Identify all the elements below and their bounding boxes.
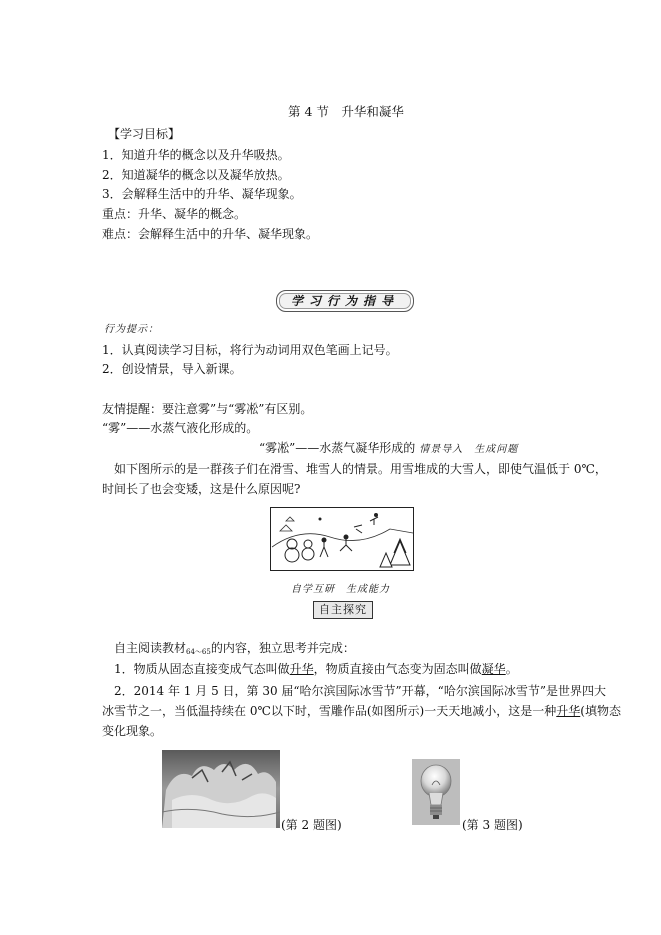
guidance-banner: 学习行为指导 <box>276 290 414 312</box>
question-2-line-3: 变化现象。 <box>102 724 163 738</box>
intro-line-2: 时间长了也会变矮，这是什么原因呢? <box>102 482 301 496</box>
self-study-tag: 自学互研 生成能力 <box>291 584 390 595</box>
light-bulb-photo <box>412 759 460 825</box>
question-1-part-b: ，物质直接由气态变为固态叫做 <box>313 662 482 676</box>
tip-line-2: “雾”——水蒸气液化形成的。 <box>102 421 259 435</box>
reading-instruction <box>114 640 355 660</box>
question-2-line-2a: 冰雪节之一，当低温持续在 0℃以下时，雪雕作品(如图所示)一天天地减小，这是一种 <box>102 704 557 718</box>
self-explore-box: 自主探究 <box>313 601 373 619</box>
reading-prefix: 自主阅读教材 <box>114 641 187 655</box>
page-title: 第 4 节 升华和凝华 <box>288 104 404 119</box>
objectives-heading: 【学习目标】 <box>108 127 181 141</box>
question-1 <box>114 661 518 677</box>
objective-item-3: 3．会解释生活中的升华、凝华现象。 <box>102 187 302 201</box>
behavior-heading: 行为提示： <box>104 324 159 335</box>
behavior-item-2: 2．创设情景，导入新课。 <box>102 362 242 376</box>
key-point: 重点：升华、凝华的概念。 <box>102 207 247 221</box>
answer-deposition: 凝华 <box>481 662 506 676</box>
reading-pages: 64～65 <box>186 648 211 656</box>
intro-line-1: 如下图所示的是一群孩子们在滑雪、堆雪人的情景。用雪堆成的大雪人，即使气温低于 0℃， <box>114 462 607 476</box>
question-2-line-2 <box>102 703 621 719</box>
question-1-part-c: 。 <box>505 662 518 676</box>
question-2-line-1: 2．2014 年 1 月 5 日，第 30 届“哈尔滨国际冰雪节”开幕，“哈尔滨国际冰雪节”是世界四大 <box>114 684 606 698</box>
snow-sculpture-photo <box>162 750 280 828</box>
behavior-item-1: 1．认真阅读学习目标，将行为动词用双色笔画上记号。 <box>102 343 398 357</box>
snow-scene-illustration <box>270 507 414 571</box>
tip-line-1: 友情提醒：要注意雾”与“雾凇”有区别。 <box>102 402 313 416</box>
tip-line-3 <box>259 440 518 458</box>
scene-intro-tag: 情景导入 生成问题 <box>419 444 519 455</box>
question-1-part-a: 1．物质从固态直接变成气态叫做 <box>114 662 290 676</box>
objective-item-2: 2．知道凝华的概念以及凝华放热。 <box>102 168 290 182</box>
reading-suffix: 的内容，独立思考并完成： <box>210 641 355 655</box>
answer-sublimation: 升华 <box>289 662 314 676</box>
tip-line-3-text: “雾凇”——水蒸气凝华形成的 <box>259 441 416 455</box>
difficulty-point: 难点：会解释生活中的升华、凝华现象。 <box>102 227 319 241</box>
objective-item-1: 1．知道升华的概念以及升华吸热。 <box>102 148 290 162</box>
answer-q2: 升华 <box>556 704 581 718</box>
figure-2-caption: (第 2 题图) <box>281 818 342 832</box>
figure-3-caption: (第 3 题图) <box>462 818 523 832</box>
question-2-line-2b: (填物态 <box>580 704 621 718</box>
